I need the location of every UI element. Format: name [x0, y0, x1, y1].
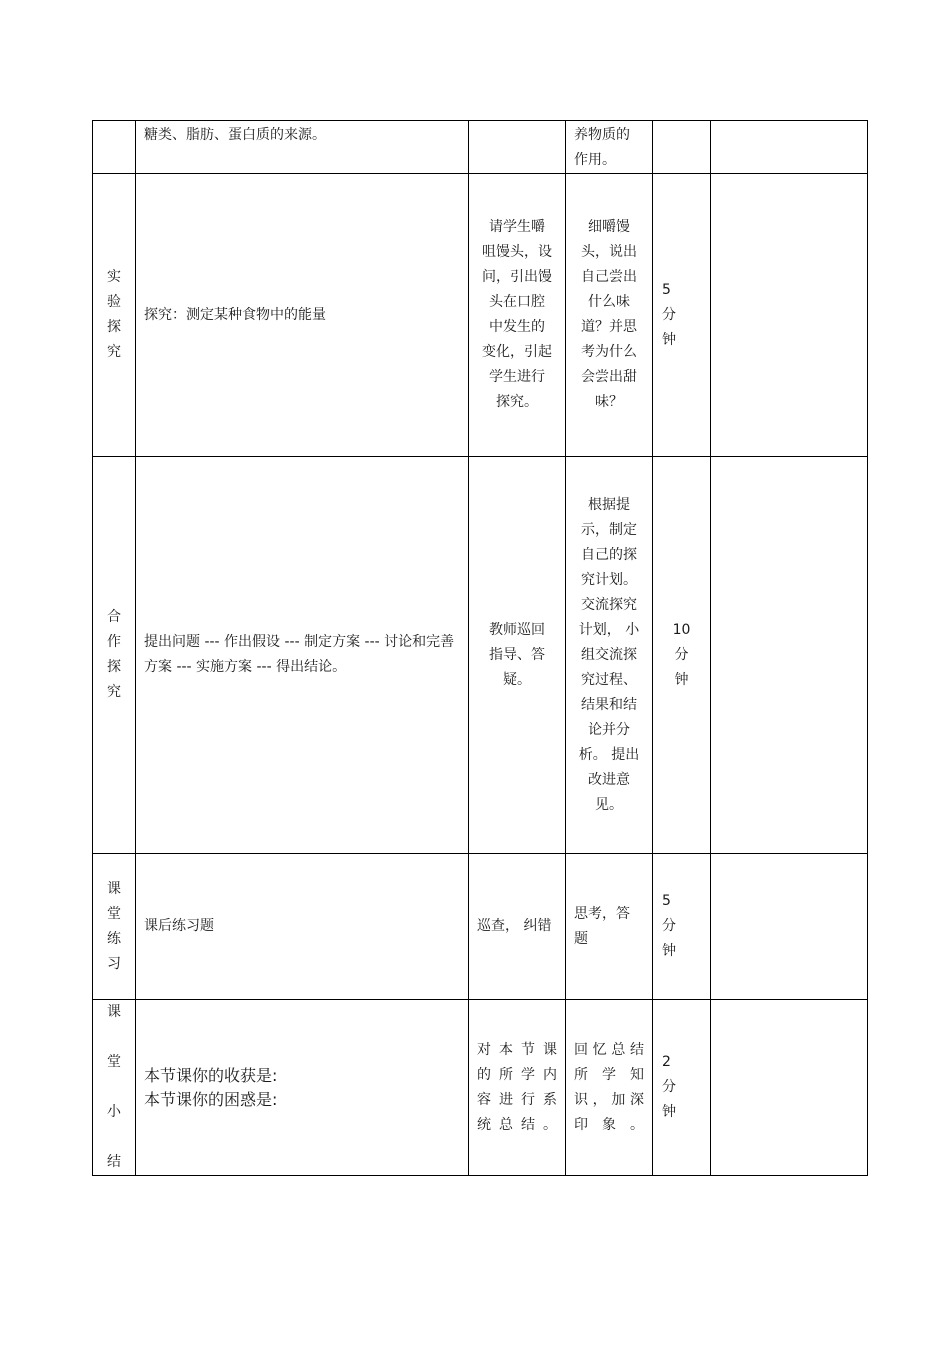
time-cell: 5 分 钟	[653, 854, 711, 1000]
stage-cell	[93, 174, 136, 457]
stage-char: 究	[107, 344, 121, 360]
stage-char: 作	[107, 634, 121, 650]
summary-confusion-line: 本节课你的困惑是:	[144, 1089, 278, 1109]
stage-char: 合	[107, 609, 121, 625]
content-cell: 课后练习题	[136, 854, 469, 1000]
stage-char: 探	[107, 319, 121, 335]
stage-char: 课	[107, 1004, 121, 1020]
table-row	[93, 1000, 868, 1176]
stage-char: 验	[107, 294, 121, 310]
content-cell: 糖类、脂肪、蛋白质的来源。	[136, 121, 469, 174]
student-activity-cell: 细嚼馒 头，说出 自己尝出 什么味 道？并思 考为什么 会尝出甜 味？	[566, 174, 653, 457]
notes-cell	[711, 174, 868, 457]
stage-cell	[93, 121, 136, 174]
table-row	[93, 174, 868, 457]
stage-cell	[93, 854, 136, 1000]
time-cell: 10 分 钟	[653, 457, 711, 854]
teacher-activity-cell: 对本节课 的所学内 容进行系 统总结。	[469, 1000, 566, 1176]
stage-char: 究	[107, 684, 121, 700]
time-cell: 2 分 钟	[653, 1000, 711, 1176]
time-cell	[653, 121, 711, 174]
content-cell	[136, 1000, 469, 1176]
stage-char: 实	[107, 269, 121, 285]
notes-cell	[711, 1000, 868, 1176]
stage-char: 习	[107, 955, 121, 972]
stage-char: 小	[107, 1104, 121, 1120]
summary-gain-line: 本节课你的收获是:	[144, 1065, 278, 1085]
notes-cell	[711, 457, 868, 854]
table-row	[93, 854, 868, 1000]
table-row	[93, 121, 868, 174]
teacher-activity-cell: 教师巡回 指导、答 疑。	[469, 457, 566, 854]
stage-char: 练	[107, 930, 121, 947]
teacher-activity-cell	[469, 121, 566, 174]
student-activity-cell: 思考，答 题	[566, 854, 653, 1000]
notes-cell	[711, 121, 868, 174]
lesson-plan-table	[92, 120, 868, 1176]
teacher-activity-cell: 请学生嚼 咀馒头，设 问，引出馒 头在口腔 中发生的 变化，引起 学生进行 探究。	[469, 174, 566, 457]
teacher-activity-cell: 巡查， 纠错	[469, 854, 566, 1000]
student-activity-cell: 根据提 示，制定 自己的探 究计划。 交流探究 计划， 小 组交流探 究过程、 结果和结 论并分 析。 提出 改进意 见。	[566, 457, 653, 854]
content-cell: 探究：测定某种食物中的能量	[136, 174, 469, 457]
student-activity-cell: 回忆总结 所学知 识，加深 印象。	[566, 1000, 653, 1176]
stage-char: 堂	[107, 905, 121, 922]
notes-cell	[711, 854, 868, 1000]
stage-cell	[93, 1000, 136, 1176]
student-activity-cell: 养物质的 作用。	[566, 121, 653, 174]
stage-char: 结	[107, 1154, 121, 1170]
table-row	[93, 457, 868, 854]
stage-char: 课	[107, 880, 121, 897]
time-cell: 5 分 钟	[653, 174, 711, 457]
stage-char: 堂	[107, 1054, 121, 1070]
content-cell: 提出问题 --- 作出假设 --- 制定方案 --- 讨论和完善方案 --- 实施方案 --- 得出结论。	[136, 457, 469, 854]
stage-cell	[93, 457, 136, 854]
stage-char: 探	[107, 659, 121, 675]
